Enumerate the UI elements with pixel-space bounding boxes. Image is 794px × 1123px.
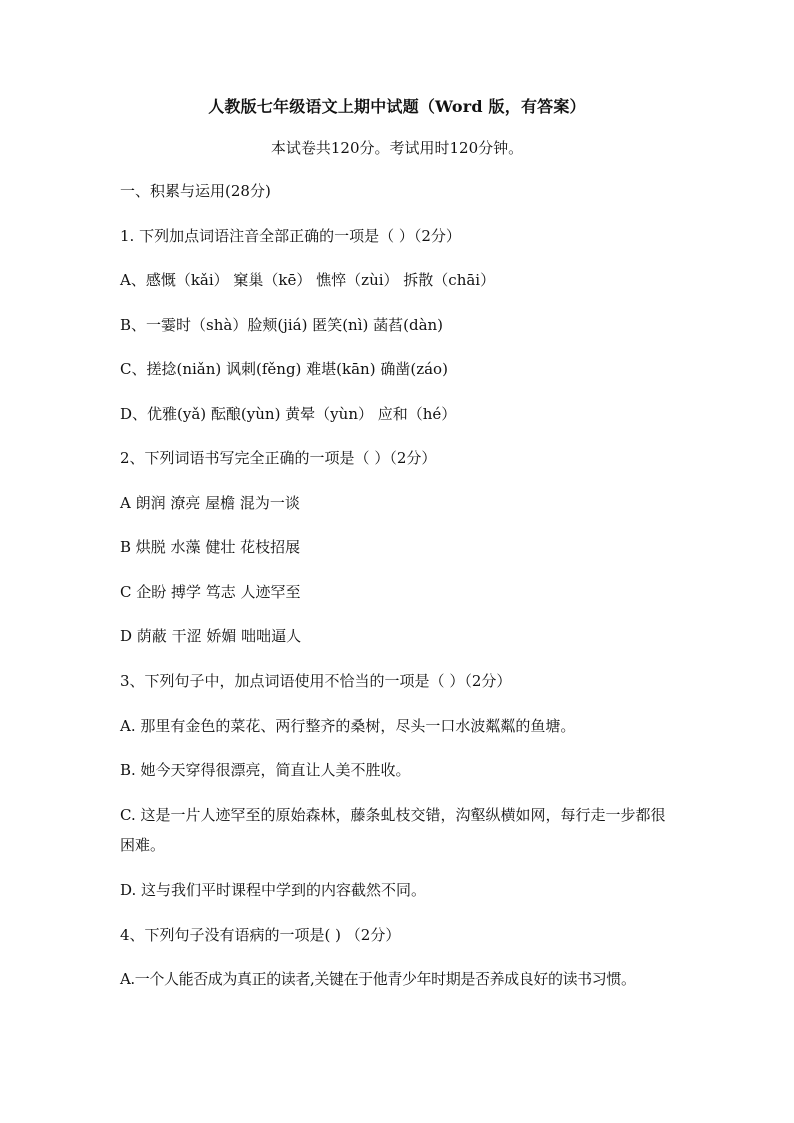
question-4-option-a: A.一个人能否成为真正的读者,关键在于他青少年时期是否养成良好的读书习惯。 [120,970,636,988]
question-1: 1. 下列加点词语注音全部正确的一项是（ ）（2分） [120,227,461,245]
question-3-option-d: D. 这与我们平时课程中学到的内容截然不同。 [120,881,427,899]
question-2-option-c: C 企盼 搏学 笃志 人迹罕至 [120,583,301,601]
question-1-option-a: A、感慨（kǎi） 窠巢（kē） 憔悴（zùi） 拆散（chāi） [120,271,496,289]
question-3-option-a: A. 那里有金色的菜花、两行整齐的桑树，尽头一口水波粼粼的鱼塘。 [120,717,576,735]
question-3-option-c: C. 这是一片人迹罕至的原始森林，藤条虬枝交错，沟壑纵横如网，每行走一步都很困难。 [120,806,666,854]
question-2-option-b: B 烘脱 水藻 健壮 花枝招展 [120,538,301,556]
page-title: 人教版七年级语文上期中试题（Word 版，有答案） [208,97,586,116]
question-3-option-b: B. 她今天穿得很漂亮，简直让人美不胜收。 [120,761,411,779]
question-1-option-c: C、搓捻(niǎn) 讽刺(fěng) 难堪(kān) 确凿(záo) [120,360,448,378]
question-1-option-d: D、优雅(yǎ) 酝酿(yùn) 黄晕（yùn） 应和（hé） [120,405,457,423]
question-4: 4、下列句子没有语病的一项是( ) （2分） [120,926,401,944]
question-1-option-b: B、一霎时（shà）脸颊(jiá) 匿笑(nì) 菡萏(dàn) [120,316,444,334]
question-2-option-d: D 荫蔽 干涩 娇媚 咄咄逼人 [120,627,302,645]
question-2-option-a: A 朗润 潦亮 屋檐 混为一谈 [120,494,300,512]
exam-info: 本试卷共120分。考试用时120分钟。 [270,139,524,157]
question-3: 3、下列句子中，加点词语使用不恰当的一项是（ ）（2分） [120,672,512,690]
question-2: 2、下列词语书写完全正确的一项是（ ）（2分） [120,449,437,467]
section-heading: 一、积累与运用(28分) [120,182,271,200]
